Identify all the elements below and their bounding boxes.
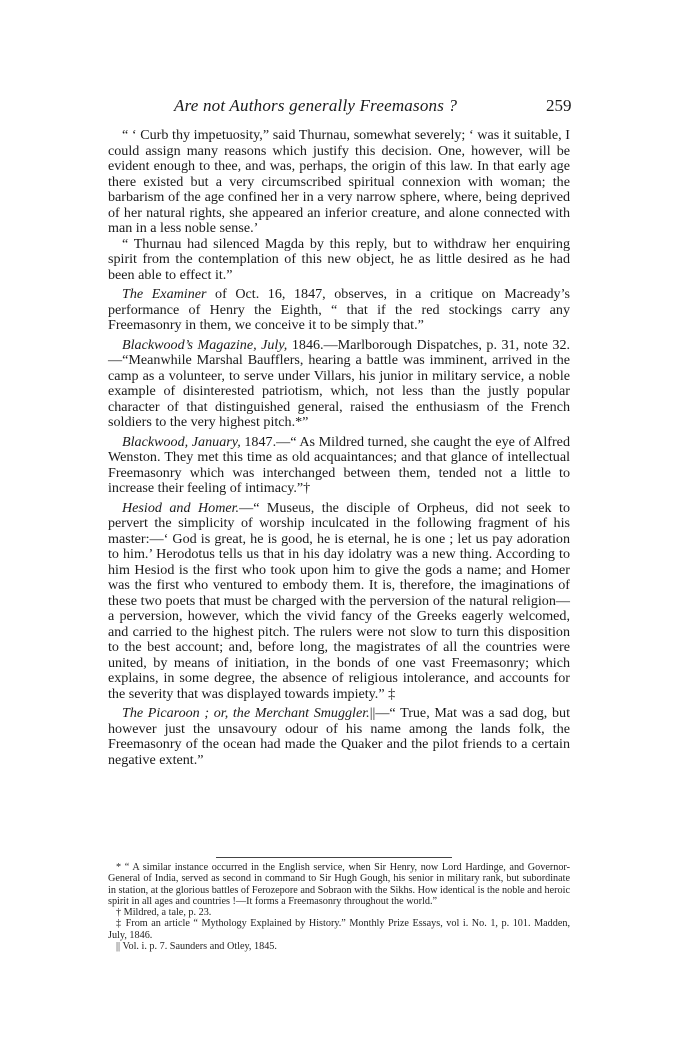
page-number: 259 [546, 96, 572, 115]
source-title: Blackwood, January, [122, 433, 241, 450]
paragraph-text: “ Thurnau had silenced Magda by this reply, but to withdraw her enquiring spirit from the contemplation of this new object, he as little desired as he had been able to effect it.” [108, 235, 570, 283]
footnote-divider [216, 857, 452, 858]
page-header [0, 96, 680, 126]
paragraph-text: 1846.—Marlborough Dispatches, p. 31, note 32.—“Meanwhile Marshal Baufflers, hearing a battle was imminent, arrived in the camp as a volunteer, to serve under Villars, his junior in military service, a noble example of disinterested patriotism, which, not less than the justly popular character of that distinguished general, raised the enthusiasm of the French soldiers to the very highest pitch.*” [108, 336, 571, 430]
footnotes [108, 862, 570, 952]
source-title: The Examiner [122, 286, 207, 302]
paragraph-blackwood-july [108, 338, 570, 431]
paragraph-text: “ ‘ Curb thy impetuosity,” said Thurnau, somewhat severely; ‘ was it suitable, I could assign many reasons which justify this decision. One, however, will be evident enough to thee, and was, perhaps, the origin of this law. In that early age there existed but a very circumscribed spiritual connexion with woman; the barbarism of the age confined her in a very narrow sphere, where, being deprived of her natural rights, she appeared an inferior creature, and alone connected with man in a less noble sense.’ [108, 127, 570, 236]
paragraph-blackwood-january [108, 435, 570, 497]
paragraph-text: of Oct. 16, 1847, observes, in a critique on Macready’s performance of Henry the Eighth, “ that if the red stockings carry any Freemasonry in them, we conceive it to be simply that.” [108, 286, 570, 333]
main-text [108, 128, 570, 768]
footnote: * “ A similar instance occurred in the English service, when Sir Henry, now Lord Hardinge, and Governor-General of India, served as second in command to Sir Hugh Gough, his senior in military rank, but subordinate in station, at the glorious battles of Ferozepore and Sobraon with the Sikhs. How identical is the noble and heroic spirit in all ages and countries !—It forms a Freemasonry throughout the world.” [108, 862, 570, 907]
source-title: Blackwood’s Magazine, July, [122, 336, 288, 353]
running-title: Are not Authors generally Freemasons ? [174, 96, 458, 115]
source-title: The Picaroon ; or, the Merchant Smuggler. [122, 705, 370, 721]
paragraph-examiner [108, 287, 570, 334]
paragraph-text: 1847.—“ As Mildred turned, she caught the eye of Alfred Wenston. They met this time as old acquaintances; and that glance of intellectual Freemasonry which was interchanged between them, tended not a little to increase their feeling of intimacy.”† [108, 433, 570, 496]
paragraph-quote-1 [108, 128, 570, 237]
footnote: || Vol. i. p. 7. Saunders and Otley, 1845. [116, 941, 277, 953]
paragraph-text: —“ Museus, the disciple of Orpheus, did not seek to pervert the simplicity of worship inculcated in the following fragment of his master:—‘ God is great, he is good, he is eternal, he is one ; let us pay adoration to him.’ Herodotus tells us that in his day idolatry was a new thing. According to him Hesiod is the first who took upon him to give the gods a name; and Homer was the first who ventured to embody them. It is, therefore, the imaginations of these two poets that must be charged with the perversion of the natural religion—a perversion, however, which the vivid fancy of the Greeks eagerly welcomed, and carried to the highest pitch. The rulers were not slow to turn this disposition to the best account; and, before long, the magistrates of all the countries were united, by means of initiation, in the bonds of one vast Freemasonry; which explains, in some degree, the absence of religious intolerance, and accounts for the severity that was displayed towards impiety.” ‡ [108, 499, 570, 702]
paragraph-hesiod-homer [108, 501, 570, 703]
footnote: † Mildred, a tale, p. 23. [116, 907, 212, 919]
paragraph-text: ||—“ True, Mat was a sad dog, but however just the unsavoury odour of his name among the lands folk, the Freemasonry of the ocean had made the Quaker and the pilot friends to a certain negative extent.” [108, 705, 571, 768]
footnote: ‡ From an article “ Mythology Explained by History.” Monthly Prize Essays, vol i. No. 1, p. 101. Madden, July, 1846. [108, 918, 570, 941]
source-title: Hesiod and Homer. [122, 499, 240, 516]
paragraph-picaroon [108, 706, 570, 768]
paragraph-quote-2 [108, 237, 570, 284]
